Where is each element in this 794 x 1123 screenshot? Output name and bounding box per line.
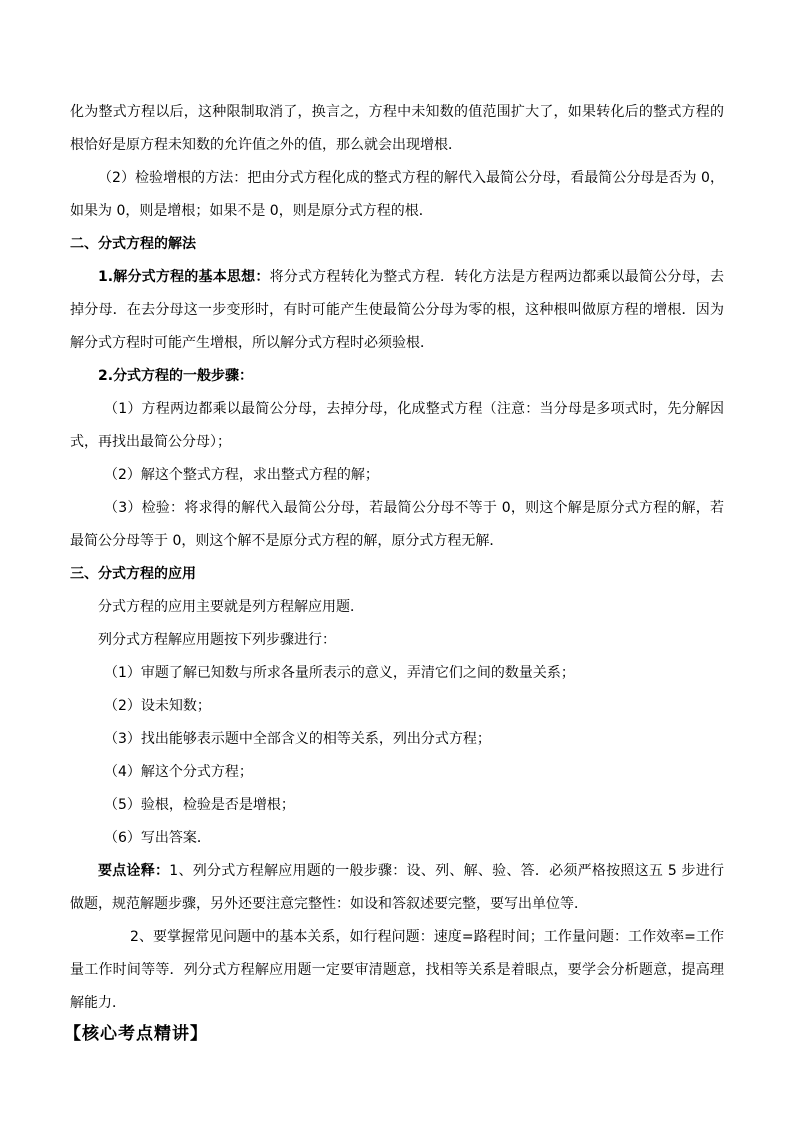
basic-idea-label: 1.解分式方程的基本思想： [98,269,270,285]
step-item-3: （3）检验：将求得的解代入最简公分母，若最简公分母不等于 0，则这个解是原分式方程的解，若最简公分母等于 0，则这个解不是原分式方程的解，原分式方程无解． [70,500,724,549]
paragraph-basic-idea [70,261,724,360]
section-heading-application: 三、分式方程的应用 [70,566,196,582]
paragraph-general-steps-title: 2.分式方程的一般步骤： [98,368,254,384]
paragraph-application-intro: 分式方程的应用主要就是列方程解应用题． [98,599,364,615]
application-step-6: （6）写出答案． [104,830,211,846]
paragraph-check-method: （2）检验增根的方法：把由分式方程化成的整式方程的解代入最简公分母，看最简公分母是否为 0，如果为 0，则是增根；如果不是 0，则是原分式方程的根． [70,170,724,219]
section-heading-solution: 二、分式方程的解法 [70,236,196,252]
key-notes-text: 1、列分式方程解应用题的一般步骤：设、列、解、验、答．必须严格按照这五 5 步进行做题，规范解题步骤，另外还要注意完整性：如设和答叙述要完整，要写出单位等． [70,863,725,912]
step-item-1: （1）方程两边都乘以最简公分母，去掉分母，化成整式方程（注意：当分母是多项式时，先分解因式，再找出最简公分母）； [70,401,724,450]
basic-idea-text: 将分式方程转化为整式方程．转化方法是方程两边都乘以最简公分母，去掉分母．在去分母这一步变形时，有时可能产生使最简公分母为零的根，这种根叫做原方程的增根．因为解分式方程时可能产生增根，所以解分式方程时必须验根． [70,269,725,351]
application-step-1: （1）审题了解已知数与所求各量所表示的意义，弄清它们之间的数量关系； [104,665,575,681]
paragraph-basic-relations: 2、要掌握常见问题中的基本关系，如行程问题：速度=路程时间；工作量问题：工作效率=工作量工作时间等等．列分式方程解应用题一定要审清题意，找相等关系是着眼点，要学会分析题意，提高理解能力． [70,929,724,1011]
paragraph-key-notes [70,855,724,921]
step-item-2: （2）解这个整式方程，求出整式方程的解； [104,467,379,483]
paragraph-application-steps-intro: 列分式方程解应用题按下列步骤进行： [98,632,336,648]
key-notes-label: 要点诠释： [98,863,170,879]
application-step-5: （5）验根，检验是否是增根； [104,797,295,813]
paragraph-increase-root-cause: 化为整式方程以后，这种限制取消了，换言之，方程中未知数的值范围扩大了，如果转化后的整式方程的根恰好是原方程未知数的允许值之外的值，那么就会出现增根． [70,104,724,153]
application-step-2: （2）设未知数； [104,698,211,714]
document-body [64,96,725,1048]
application-step-3: （3）找出能够表示题中全部含义的相等关系，列出分式方程； [104,731,491,747]
core-points-title: 【核心考点精讲】 [64,1024,208,1044]
application-step-4: （4）解这个分式方程； [104,764,253,780]
